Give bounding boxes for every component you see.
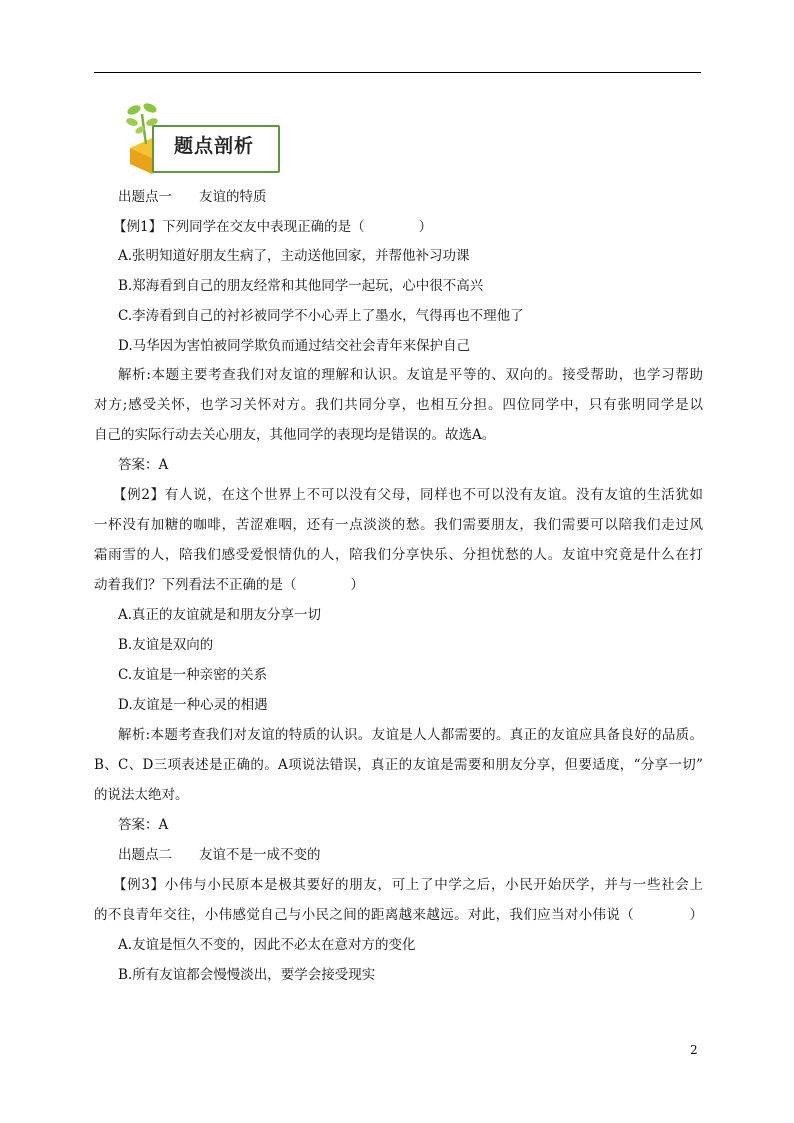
text-line: 【例3】小伟与小民原本是极其要好的朋友，可上了中学之后，小民开始厌学，并与一些社会上: [113, 877, 703, 893]
text-line: 解析:本题考查我们对友谊的特质的认识。友谊是人人都需要的。真正的友谊应具备良好的品质。: [118, 727, 703, 743]
text-line: B.所有友谊都会慢慢淡出，要学会接受现实: [118, 967, 376, 983]
text-line: 动着我们？下列看法不正确的是（ ）: [94, 577, 364, 593]
section-banner: [122, 100, 282, 174]
text-line: D.马华因为害怕被同学欺负而通过结交社会青年来保护自己: [118, 338, 471, 354]
text-line: A.张明知道好朋友生病了，主动送他回家，并帮他补习功课: [118, 248, 470, 264]
text-line: C.李涛看到自己的衬衫被同学不小心弄上了墨水，气得再也不理他了: [118, 308, 524, 324]
text-line: 出题点二 友谊不是一成不变的: [118, 847, 321, 863]
text-line: 【例1】下列同学在交友中表现正确的是（ ）: [113, 219, 433, 235]
text-line: 答案：A: [118, 457, 169, 473]
text-line: 的不良青年交往，小伟感觉自己与小民之间的距离越来越远。对此，我们应当对小伟说（ ）: [94, 907, 703, 923]
text-line: B.郑海看到自己的朋友经常和其他同学一起玩，心中很不高兴: [118, 278, 484, 294]
text-line: D.友谊是一种心灵的相遇: [118, 697, 268, 713]
banner-title: 题点剖析: [174, 135, 255, 157]
text-line: C.友谊是一种亲密的关系: [118, 667, 268, 683]
text-line: A.真正的友谊就是和朋友分享一切: [118, 607, 322, 623]
text-line: 对方;感受关怀，也学习关怀对方。我们共同分享，也相互分担。四位同学中，只有张明同学是以: [94, 397, 703, 413]
text-line: 霜雨雪的人，陪我们感受爱恨情仇的人，陪我们分享快乐、分担忧愁的人。友谊中究竟是什么在打: [94, 547, 703, 563]
text-line: B、C、D三项表述是正确的。A项说法错误，真正的友谊是需要和朋友分享，但要适度，“分享一切”: [94, 757, 703, 773]
header-rule: [94, 72, 701, 73]
text-line: 【例2】有人说，在这个世界上不可以没有父母，同样也不可以没有友谊。没有友谊的生活犹如: [113, 487, 703, 503]
text-line: 解析:本题主要考查我们对友谊的理解和认识。友谊是平等的、双向的。接受帮助，也学习帮助: [118, 367, 703, 383]
page-number: 2: [690, 1043, 698, 1057]
text-line: B.友谊是双向的: [118, 637, 214, 653]
text-line: 自己的实际行动去关心朋友，其他同学的表现均是错误的。故选A。: [94, 427, 496, 443]
text-line: A.友谊是恒久不变的，因此不必太在意对方的变化: [118, 937, 416, 953]
text-line: 一杯没有加糖的咖啡，苦涩难咽，还有一点淡淡的愁。我们需要朋友，我们需要可以陪我们走过风: [94, 517, 703, 533]
text-line: 答案：A: [118, 817, 169, 833]
text-line: 的说法太绝对。: [94, 787, 189, 803]
text-line: 出题点一 友谊的特质: [118, 189, 267, 205]
